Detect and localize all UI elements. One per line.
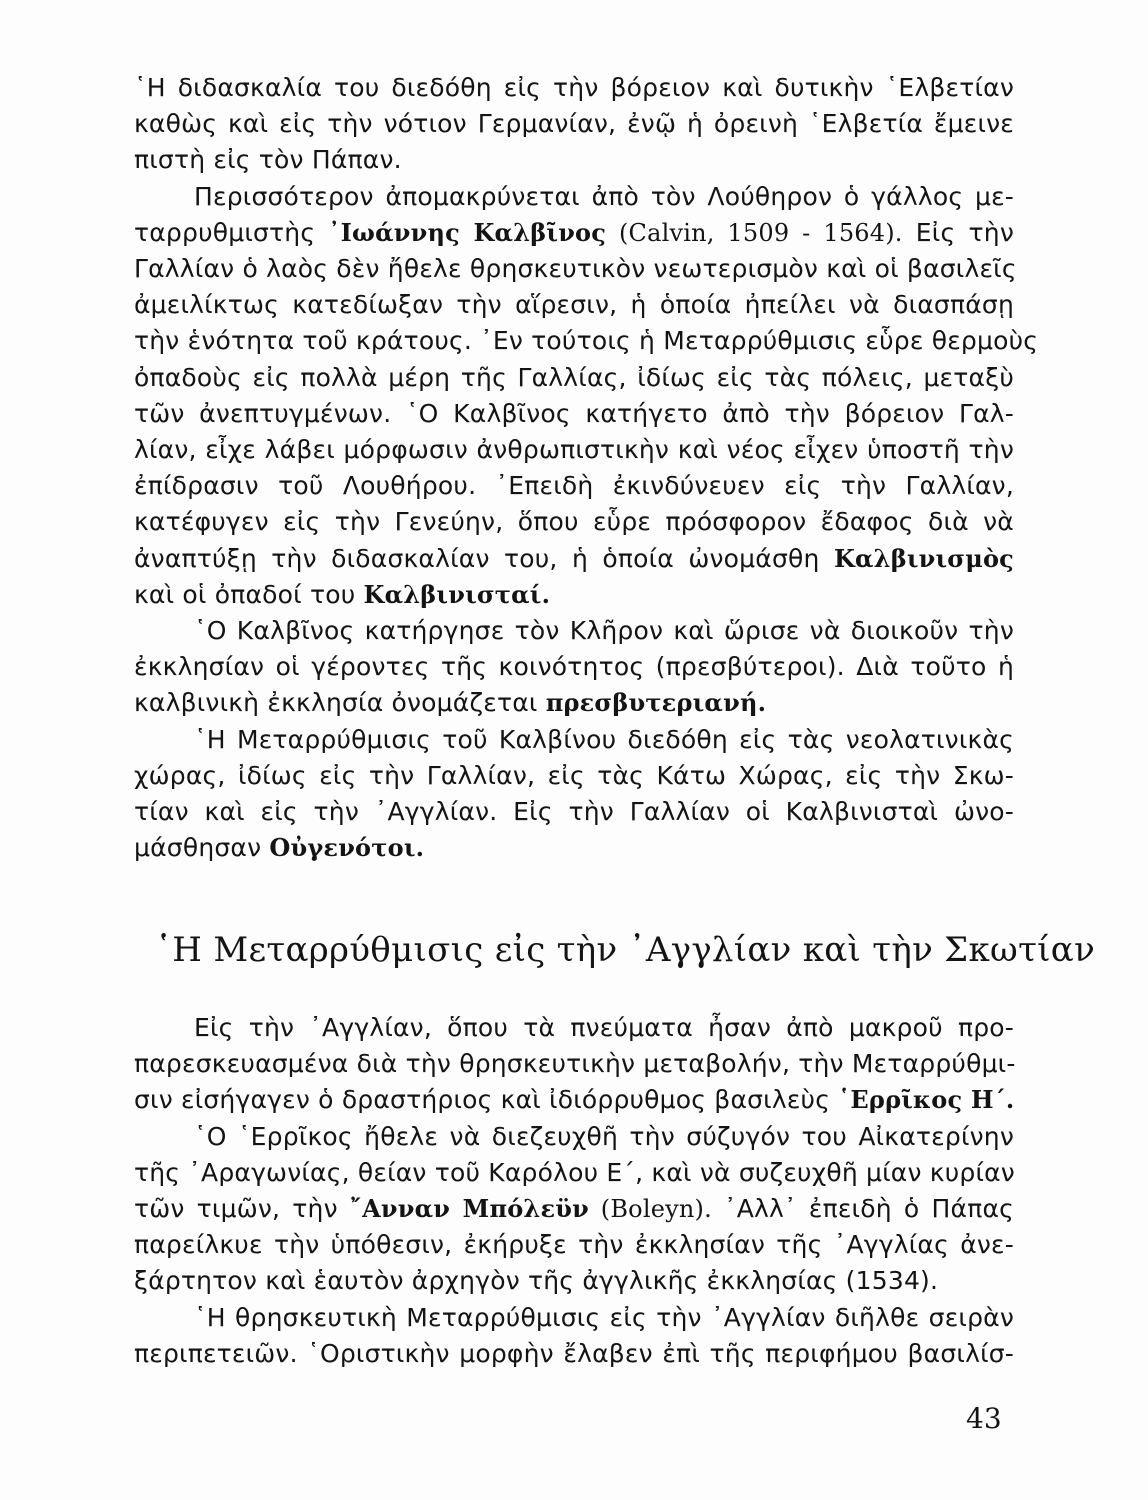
text-run: ταρρυθμιστὴς — [134, 217, 329, 247]
latin-name-dates: (Calvin, 1509 - 1564). — [606, 218, 903, 247]
text-run: καὶ οἱ ὀπαδοί του — [134, 579, 364, 609]
section-england-text — [134, 1010, 1014, 1372]
section-heading: ῾Η Μεταρρύθμισις εἰς τὴν ᾿Αγγλίαν καὶ τὴν Σκωτίαν — [155, 930, 1096, 970]
text-line — [134, 577, 1014, 613]
bold-term-presbyterian: πρεσβυτεριανή. — [545, 688, 767, 718]
text-run: τῶν τιμῶν, τὴν — [134, 1194, 350, 1224]
text-run: ἀναπτύξῃ τὴν διδασκαλίαν του, ἡ ὁποία ὠνομάσθη — [134, 543, 834, 573]
text-line: ἐπίδρασιν τοῦ Λουθήρου. ᾿Επειδὴ ἐκινδύνευεν εἰς τὴν Γαλλίαν, — [134, 471, 1014, 501]
text-line — [134, 830, 1014, 866]
text-line: χώρας, ἰδίως εἰς τὴν Γαλλίαν, εἰς τὰς Κάτω Χώρας, εἰς τὴν Σκω- — [134, 760, 1014, 790]
section-calvin-text — [134, 70, 1039, 866]
text-line: παρεσκευασμένα διὰ τὴν θρησκευτικὴν μεταβολήν, τὴν Μεταρρύθμι- — [134, 1049, 1016, 1079]
text-line: Περισσότερον ἀπομακρύνεται ἀπὸ τὸν Λούθηρον ὁ γάλλος με- — [194, 181, 1014, 211]
text-line: ῾Ο ῾Ερρῖκος ἤθελε νὰ διεζευχθῆ τὴν σύζυγόν του Αἰκατερίνην — [194, 1121, 1014, 1151]
text-line: τὴν ἑνότητα τοῦ κράτους. ᾿Εν τούτοις ἡ Μεταρρύθμισις εὗρε θερμοὺς — [134, 326, 1039, 356]
text-run: μάσθησαν — [134, 833, 270, 863]
text-line: κατέφυγεν εἰς τὴν Γενεύην, ὅπου εὗρε πρόσφορον ἔδαφος διὰ νὰ — [134, 507, 1014, 537]
text-line: τῶν ἀνεπτυγμένων. ῾Ο Καλβῖνος κατήγετο ἀπὸ τὴν βόρειον Γαλ- — [134, 398, 1014, 428]
page-number: 43 — [966, 1402, 1002, 1435]
text-line: λίαν, εἶχε λάβει μόρφωσιν ἀνθρωπιστικὴν καὶ νέος εἶχεν ὑποστῆ τὴν — [134, 435, 1014, 465]
text-line: Γαλλίαν ὁ λαὸς δὲν ἤθελε θρησκευτικὸν νεωτερισμὸν καὶ οἱ βασιλεῖς — [134, 254, 1017, 284]
text-line — [134, 215, 1014, 251]
text-line: πιστὴ εἰς τὸν Πάπαν. — [134, 145, 402, 175]
text-run: Εἰς τὴν — [902, 217, 1014, 247]
text-line — [134, 1082, 1014, 1118]
text-line: τίαν καὶ εἰς τὴν ᾿Αγγλίαν. Εἰς τὴν Γαλλίαν οἱ Καλβινισταὶ ὠνο- — [134, 797, 1014, 827]
text-line: ῾Η Μεταρρύθμισις τοῦ Καλβίνου διεδόθη εἰς τὰς νεολατινικὰς — [194, 724, 1014, 754]
text-line: Εἰς τὴν ᾿Αγγλίαν, ὅπου τὰ πνεύματα ἦσαν ἀπὸ μακροῦ προ- — [194, 1013, 1014, 1042]
bold-name-henry: ῾Ερρῖκος Η΄. — [838, 1085, 1015, 1115]
text-line: παρείλκυε τὴν ὑπόθεσιν, ἐκήρυξε τὴν ἐκκλησίαν τῆς ᾿Αγγλίας ἀνε- — [134, 1230, 1014, 1260]
text-line: τῆς ᾿Αραγωνίας, θείαν τοῦ Καρόλου Ε΄, καὶ νὰ συζευχθῆ μίαν κυρίαν — [134, 1157, 1015, 1187]
bold-name-calvin: ᾿Ιωάννης Καλβῖνος — [328, 217, 607, 247]
text-line — [134, 685, 1014, 721]
bold-term-calvinists: Καλβινισταί. — [363, 579, 551, 609]
text-run: ᾿Αλλ᾿ ἐπειδὴ ὁ Πάπας — [711, 1194, 1014, 1224]
bold-name-anne-boleyn: ῎Ανναν Μπόλεϋν — [349, 1194, 589, 1224]
text-line — [134, 541, 1014, 577]
text-line: ῾Ο Καλβῖνος κατήργησε τὸν Κλῆρον καὶ ὥρισε νὰ διοικοῦν τὴν — [194, 616, 1014, 646]
text-line: ῾Η διδασκαλία του διεδόθη εἰς τὴν βόρειον καὶ δυτικὴν ῾Ελβετίαν — [134, 73, 1014, 102]
text-line — [134, 1191, 1014, 1227]
bold-term-huguenots: Οὐγενότοι. — [269, 833, 425, 863]
latin-name-boleyn: (Boleyn). — [588, 1195, 712, 1224]
text-line: ῾Η θρησκευτικὴ Μεταρρύθμισις εἰς τὴν ᾿Αγγλίαν διῆλθε σειρὰν — [194, 1302, 1014, 1332]
text-line: ὀπαδοὺς εἰς πολλὰ μέρη τῆς Γαλλίας, ἰδίως εἰς τὰς πόλεις, μεταξὺ — [134, 362, 1014, 392]
text-run: σιν εἰσήγαγεν ὁ δραστήριος καὶ ἰδιόρρυθμος βασιλεὺς — [134, 1085, 839, 1115]
text-line: καθὼς καὶ εἰς τὴν νότιον Γερμανίαν, ἐνῷ ἡ ὀρεινὴ ῾Ελβετία ἔμεινε — [134, 109, 1014, 139]
text-line: περιπετειῶν. ῾Οριστικὴν μορφὴν ἔλαβεν ἐπὶ τῆς περιφήμου βασιλίσ- — [134, 1338, 1014, 1368]
text-line: ξάρτητον καὶ ἑαυτὸν ἀρχηγὸν τῆς ἀγγλικῆς ἐκκλησίας (1534). — [134, 1266, 939, 1296]
bold-term-calvinism: Καλβινισμὸς — [833, 543, 1014, 573]
text-line: ἐκκλησίαν οἱ γέροντες τῆς κοινότητος (πρεσβύτεροι). Διὰ τοῦτο ἡ — [134, 652, 1014, 682]
text-run: καλβινικὴ ἐκκλησία ὀνομάζεται — [134, 688, 546, 718]
text-line: ἀμειλίκτως κατεδίωξαν τὴν αἵρεσιν, ἡ ὁποία ἠπείλει νὰ διασπάσῃ — [134, 290, 1014, 320]
